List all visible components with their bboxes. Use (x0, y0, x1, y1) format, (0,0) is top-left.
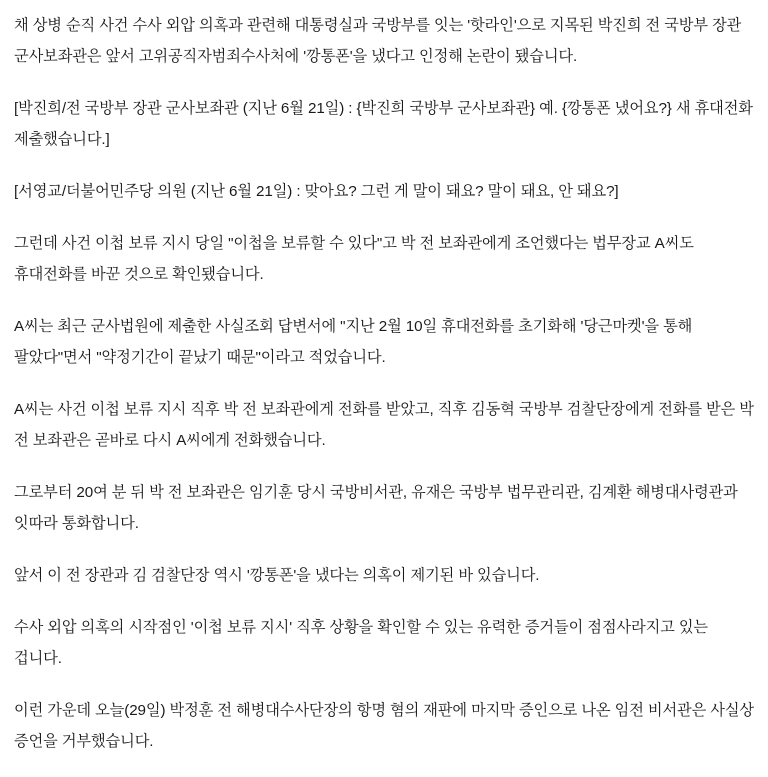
text-run: 이런 가운데 오늘(29일) 박정훈 전 해병대수사단장의 항명 혐의 재판에 마지막 증인으로 나온 (14, 702, 615, 719)
text-run: 채 상병 순직 사건 수사 외압 의혹과 관련해 대통령실과 국방부를 잇는 '핫라인'으로 지목된 박진 (14, 17, 627, 34)
text-run: [박진희/전 국방부 장관 군사보좌관 (지난 6월 21일) : {박진희 국방부 군사보좌관} 예. {깡통폰 냈어요?} 새 휴대전화 제출했습니다.] (14, 100, 753, 148)
paragraph-p1 (14, 10, 754, 72)
highlighted-text-run: 임 (614, 702, 630, 719)
paragraph-p4 (14, 228, 754, 290)
text-run: A씨는 사건 이첩 보류 지시 직후 박 전 보좌관에게 전화를 받았고, 직후 김동혁 국방부 검찰단장에게 전화를 받은 박 전 보좌관은 곧바로 다시 A씨에게 전화했습니다. (14, 401, 754, 449)
highlighted-text-run: 사라지고 있는 겁니다. (14, 619, 708, 667)
highlighted-text-run: '이첩 보류 지시' 직후 상황을 확인할 수 있는 유력한 증거들이 점점 (190, 619, 617, 636)
text-run: 을 통해 팔았다"면서 "약정기간이 끝났기 때문"이라고 적었습니다. (14, 318, 693, 366)
paragraph-p6 (14, 394, 754, 456)
highlighted-text-run: 조언했다는 법무 (515, 235, 622, 252)
paragraph-p3 (14, 176, 754, 207)
paragraph-p7 (14, 477, 754, 539)
text-run: 수사 외압 의혹의 시작점인 (14, 619, 191, 636)
paragraph-p2 (14, 93, 754, 155)
text-run: 은 앞서 고위공직자범죄수사처에 (86, 48, 304, 65)
paragraph-p5 (14, 311, 754, 373)
text-run: A씨는 최근 군사법원에 제출한 사실조회 답변서에 "지난 2월 10일 휴대전화를 초기화해 (14, 318, 581, 335)
text-run: 앞서 이 전 장관과 김 검찰단장 역시 '깡통폰'을 냈다는 의혹이 제기된 바 있습니다. (14, 567, 540, 584)
highlighted-text-run: 전 비서관은 사실상 증언을 거부했습니다. (14, 702, 754, 750)
paragraph-p8 (14, 560, 754, 591)
highlighted-text-run: 켓' (627, 318, 645, 335)
text-run: 그로부터 20여 분 뒤 박 전 보좌관은 임기훈 당시 국방비서관, 유재은 국방부 법무관리관, 김계환 해병대사령관과 잇따라 통화합니다. (14, 484, 738, 532)
highlighted-text-run: 이 됐습니다. (496, 48, 578, 65)
text-run: 그런데 사건 이첩 보류 지시 당일 "이첩을 보류할 수 있다"고 박 전 보좌관에게 (14, 235, 516, 252)
highlighted-text-run: '깡통폰'을 냈다고 인정해 논란 (303, 48, 497, 65)
text-run: [서영교/더불어민주당 의원 (지난 6월 21일) : 맞아요? 그런 게 말이 돼요? 말이 돼요, 안 돼요?] (14, 183, 619, 200)
paragraph-p9 (14, 612, 754, 674)
paragraph-p10 (14, 695, 754, 757)
highlighted-text-run: '당근마 (580, 318, 628, 335)
highlighted-text-run: 희 전 국방부 장관 군사보좌관 (14, 17, 742, 65)
highlighted-text-run: 장교 A씨도 휴대전화를 바꾼 것으로 확인됐습니다. (14, 235, 694, 283)
